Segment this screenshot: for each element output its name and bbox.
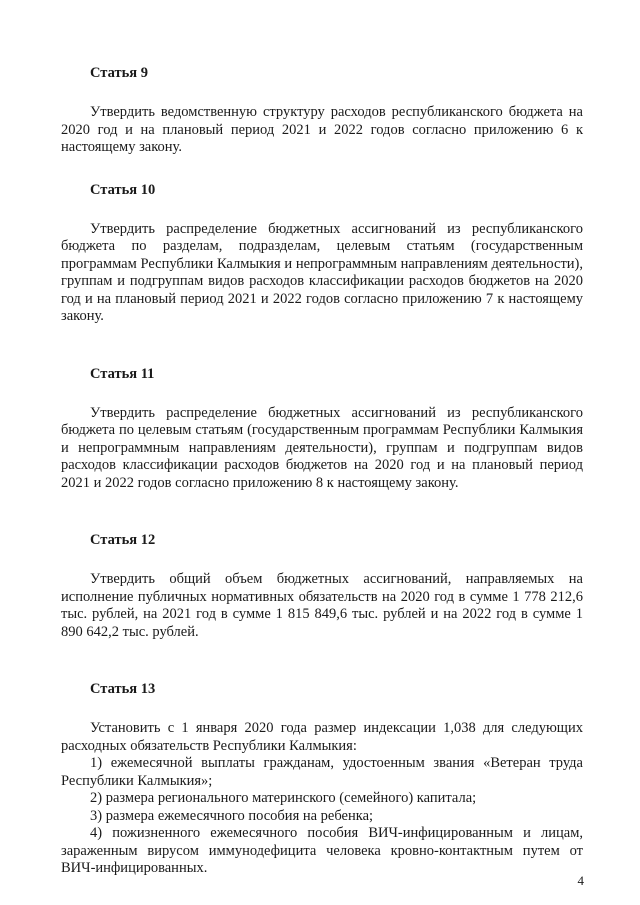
article-paragraph: Утвердить распределение бюджетных ассигнований из республиканского бюджета по целевым статьям (государственным программам Республики Калмыкия и непрограммным направлениям деятельности), группам и подгруппам видов расходов классификации расходов бюджетов на 2020 год и на плановый период 2021 и 2022 годов согласно приложению 8 к настоящему закону. — [61, 404, 583, 491]
article-10 — [61, 181, 583, 326]
article-title: Статья 13 — [90, 681, 156, 697]
list-item: 1) ежемесячной выплаты гражданам, удостоенным звания «Ветеран труда Республики Калмыкия»; — [61, 755, 583, 789]
article-title: Статья 9 — [90, 65, 148, 81]
article-11 — [61, 365, 583, 493]
article-13 — [61, 680, 583, 878]
list-item: 2) размера регионального материнского (семейного) капитала; — [90, 790, 477, 806]
article-paragraph: Утвердить распределение бюджетных ассигнований из республиканского бюджета по разделам, подразделам, целевым статьям (государственным программам Республики Калмыкия и непрограммным направлениям деятельности), группам и подгруппам видов расходов классификации расходов бюджетов на 2020 год и на плановый период 2021 и 2022 годов согласно приложению 7 к настоящему закону. — [61, 220, 583, 324]
article-paragraph: Утвердить ведомственную структуру расходов республиканского бюджета на 2020 год и на плановый период 2021 и 2022 годов согласно приложению 6 к настоящему закону. — [61, 104, 583, 155]
article-9 — [61, 64, 583, 157]
article-title: Статья 10 — [90, 181, 156, 198]
article-12 — [61, 531, 583, 641]
article-title: Статья 11 — [90, 365, 155, 382]
article-paragraph: Утвердить общий объем бюджетных ассигнований, направляемых на исполнение публичных нормативных обязательств на 2020 год в сумме 1 778 212,6 тыс. рублей, на 2021 год в сумме 1 815 849,6 тыс. рублей и на 2022 год в сумме 1 890 642,2 тыс. рублей. — [61, 571, 583, 640]
list-item: 4) пожизненного ежемесячного пособия ВИЧ-инфицированным и лицам, зараженным вирусом иммунодефицита человека кровно-контактным путем от ВИЧ-инфицированных. — [61, 825, 583, 876]
document-body — [61, 64, 583, 878]
page-number: 4 — [577, 873, 584, 888]
article-intro: Установить с 1 января 2020 года размер индексации 1,038 для следующих расходных обязательств Республики Калмыкия: — [61, 720, 583, 754]
article-title: Статья 12 — [90, 532, 156, 548]
list-item: 3) размера ежемесячного пособия на ребенка; — [90, 807, 374, 824]
